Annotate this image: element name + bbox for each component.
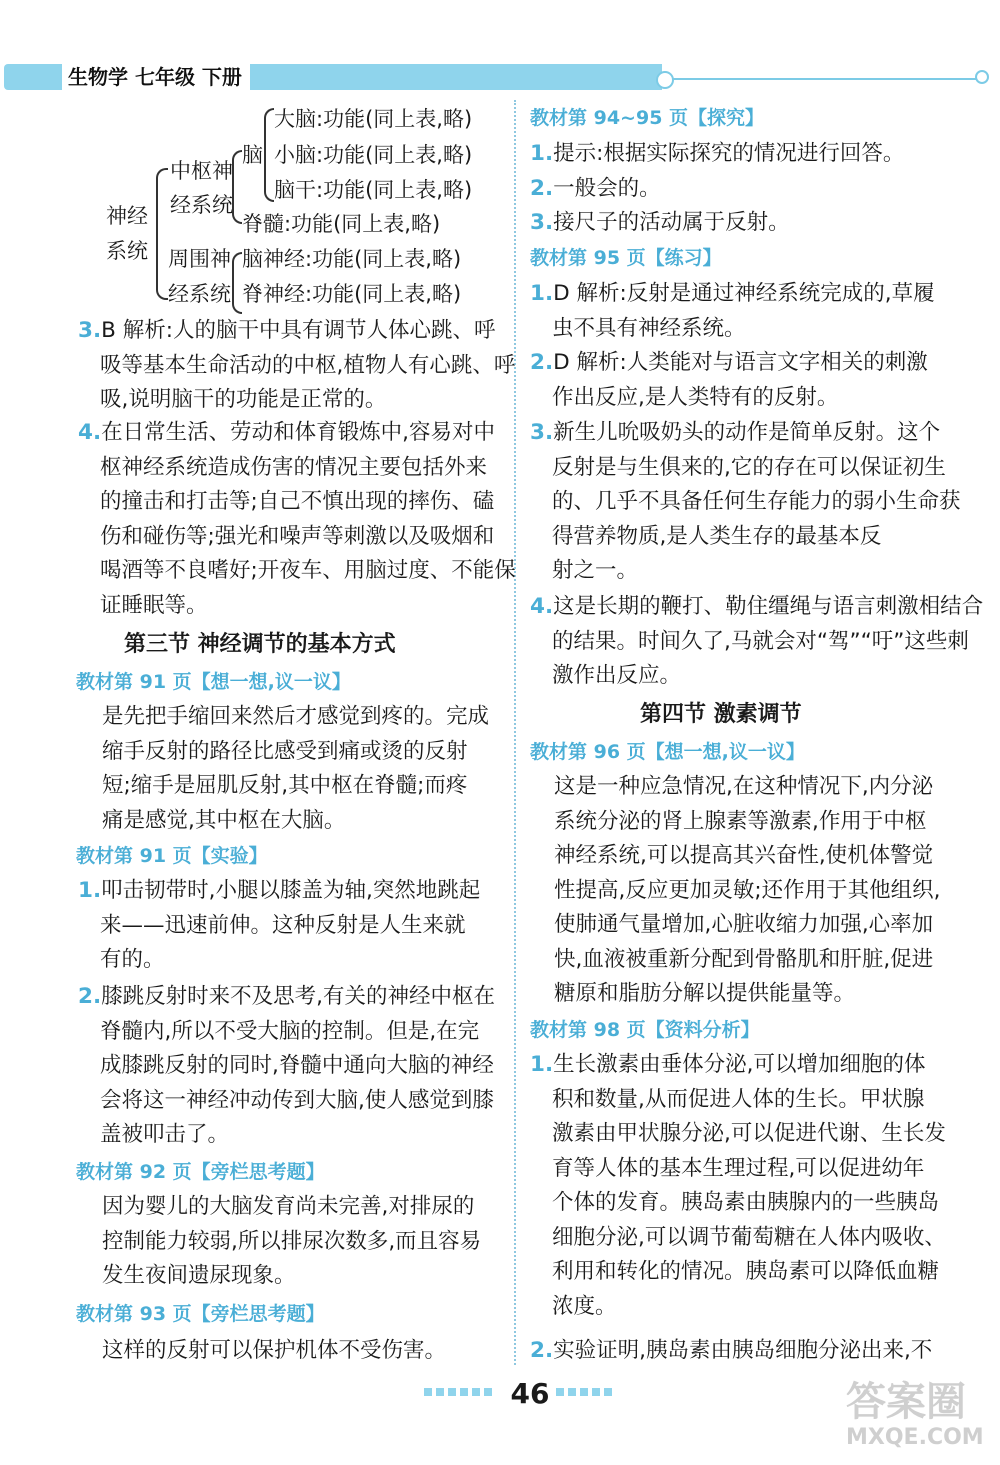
header-rule — [662, 78, 988, 80]
answer-e1: 1.生长激素由垂体分泌,可以增加细胞的体 积和数量,从而促进人体的生长。甲状腺 激素由甲状腺分泌,可以促进代谢、生长发 育等人体的基本生理过程,可以促进幼年 个体的发育。胰岛素由胰腺内的一些胰岛 细胞分泌,可以调节葡萄糖在人体内吸收、 利用和转化的情况。胰岛素可以降低血糖 浓度。 — [530, 1052, 946, 1319]
tree-cerebrum: 大脑:功能(同上表,略) — [274, 107, 473, 131]
tree-cerebellum: 小脑:功能(同上表,略) — [274, 143, 473, 167]
page-number-decor-left — [424, 1388, 494, 1396]
tree-cranial-nerves: 脑神经:功能(同上表,略) — [242, 247, 462, 271]
answer-d1: 1.D 解析:反射是通过神经系统完成的,草履 虫不具有神经系统。 — [530, 281, 935, 341]
header-decor-right — [250, 64, 662, 90]
answer-e2: 2.实验证明,胰岛素由胰岛细胞分泌出来,不 — [530, 1338, 933, 1363]
textbook-ref-96: 教材第 96 页【想一想,议一议】 — [530, 741, 805, 763]
answer-b2: 2.膝跳反射时来不及思考,有关的神经中枢在 脊髓内,所以不受大脑的控制。但是,在完 成膝跳反射的同时,脊髓中通向大脑的神经 会将这一神经冲动传到大脑,使人感觉到膝 盖被叩击了。 — [78, 984, 495, 1147]
answer-d2: 2.D 解析:人类能对与语言文字相关的刺激 作出反应,是人类特有的反射。 — [530, 350, 928, 410]
answer-c3: 3.接尺子的活动属于反射。 — [530, 210, 790, 235]
brace-brain — [264, 108, 274, 202]
paragraph-92: 因为婴儿的大脑发育尚未完善,对排尿的 控制能力较弱,所以排尿次数多,而且容易 发生夜间遗尿现象。 — [102, 1194, 482, 1288]
brace-central — [232, 150, 242, 224]
tree-spinal-cord: 脊髓:功能(同上表,略) — [242, 212, 441, 236]
textbook-ref-91b: 教材第 91 页【实验】 — [76, 845, 268, 867]
textbook-ref-98: 教材第 98 页【资料分析】 — [530, 1019, 760, 1041]
answer-c1: 1.提示:根据实际探究的情况进行回答。 — [530, 141, 905, 166]
answer-b1: 1.叩击韧带时,小腿以膝盖为轴,突然地跳起 来——迅速前伸。这种反射是人生来就 有的。 — [78, 878, 481, 972]
tree-peripheral-line1: 周围神 — [168, 247, 231, 271]
watermark-url: MXQE.COM — [846, 1425, 984, 1450]
section-heading-4: 第四节 激素调节 — [640, 702, 802, 727]
answer-4: 4.在日常生活、劳动和体育锻炼中,容易对中 枢神经系统造成伤害的情况主要包括外来 的撞击和打击等;自己不慎出现的摔伤、磕 伤和碰伤等;强光和噪声等刺激以及吸烟和 喝酒等不良嗜好;开夜车、用脑过度、不能保 证睡眠等。 — [78, 420, 516, 618]
paragraph-96: 这是一种应急情况,在这种情况下,内分泌 系统分泌的肾上腺素等激素,作用于中枢 神经系统,可以提高其兴奋性,使机体警觉 性提高,反应更加灵敏;还作用于其他组织, 使肺通气量增加,心脏收缩力加强,心率加 快,血液被重新分配到骨骼肌和肝脏,促进 糖原和脂肪分解以提供能量等。 — [554, 774, 941, 1006]
header-decor-left — [4, 64, 62, 90]
textbook-ref-92: 教材第 92 页【旁栏思考题】 — [76, 1161, 325, 1183]
header-dot — [656, 71, 674, 89]
column-divider — [514, 100, 516, 1365]
textbook-ref-94: 教材第 94~95 页【探究】 — [530, 107, 765, 129]
answer-text: B 解析:人的脑干中具有调节人体心跳、呼 — [101, 318, 496, 343]
paragraph-91a: 是先把手缩回来然后才感觉到疼的。完成 缩手反射的路径比感受到痛或烫的反射 短;缩手是屈肌反射,其中枢在脊髓;而疼 痛是感觉,其中枢在大脑。 — [102, 704, 490, 833]
brace-peripheral — [232, 252, 242, 314]
page-number-decor-right — [556, 1388, 616, 1396]
tree-root-line1: 神经 — [106, 204, 148, 228]
answer-c2: 2.一般会的。 — [530, 176, 661, 201]
textbook-ref-93: 教材第 93 页【旁栏思考题】 — [76, 1303, 325, 1325]
tree-brainstem: 脑干:功能(同上表,略) — [274, 178, 473, 202]
running-header — [0, 60, 662, 94]
tree-spinal-nerves: 脊神经:功能(同上表,略) — [242, 282, 462, 306]
answer-number: 3. — [78, 318, 102, 343]
tree-brain: 脑 — [242, 143, 263, 167]
header-dot-end — [975, 70, 989, 84]
paragraph-93: 这样的反射可以保护机体不受伤害。 — [102, 1338, 447, 1363]
answer-3: 3.B 解析:人的脑干中具有调节人体心跳、呼 吸等基本生命活动的中枢,植物人有心跳、呼 吸,说明脑干的功能是正常的。 — [78, 318, 516, 412]
book-title: 生物学 七年级 下册 — [68, 65, 242, 89]
textbook-ref-95: 教材第 95 页【练习】 — [530, 247, 722, 269]
answer-d3: 3.新生儿吮吸奶头的动作是简单反射。这个 反射是与生俱来的,它的存在可以保证初生 的、几乎不具备任何生存能力的弱小生命获 得营养物质,是人类生存的最基本反 射之一。 — [530, 420, 961, 583]
tree-root-line2: 系统 — [106, 239, 148, 263]
tree-central-line1: 中枢神 — [170, 159, 233, 183]
brace-root — [156, 168, 168, 300]
tree-central-line2: 经系统 — [170, 193, 233, 217]
section-heading-3: 第三节 神经调节的基本方式 — [124, 632, 396, 657]
answer-d4: 4.这是长期的鞭打、勒住缰绳与语言刺激相结合 的结果。时间久了,马就会对“驾”“吁”这些刺 激作出反应。 — [530, 594, 984, 688]
tree-peripheral-line2: 经系统 — [168, 282, 231, 306]
watermark-logo: 答案圈 — [846, 1379, 966, 1425]
textbook-ref-91a: 教材第 91 页【想一想,议一议】 — [76, 671, 351, 693]
page-number: 46 — [510, 1377, 550, 1410]
